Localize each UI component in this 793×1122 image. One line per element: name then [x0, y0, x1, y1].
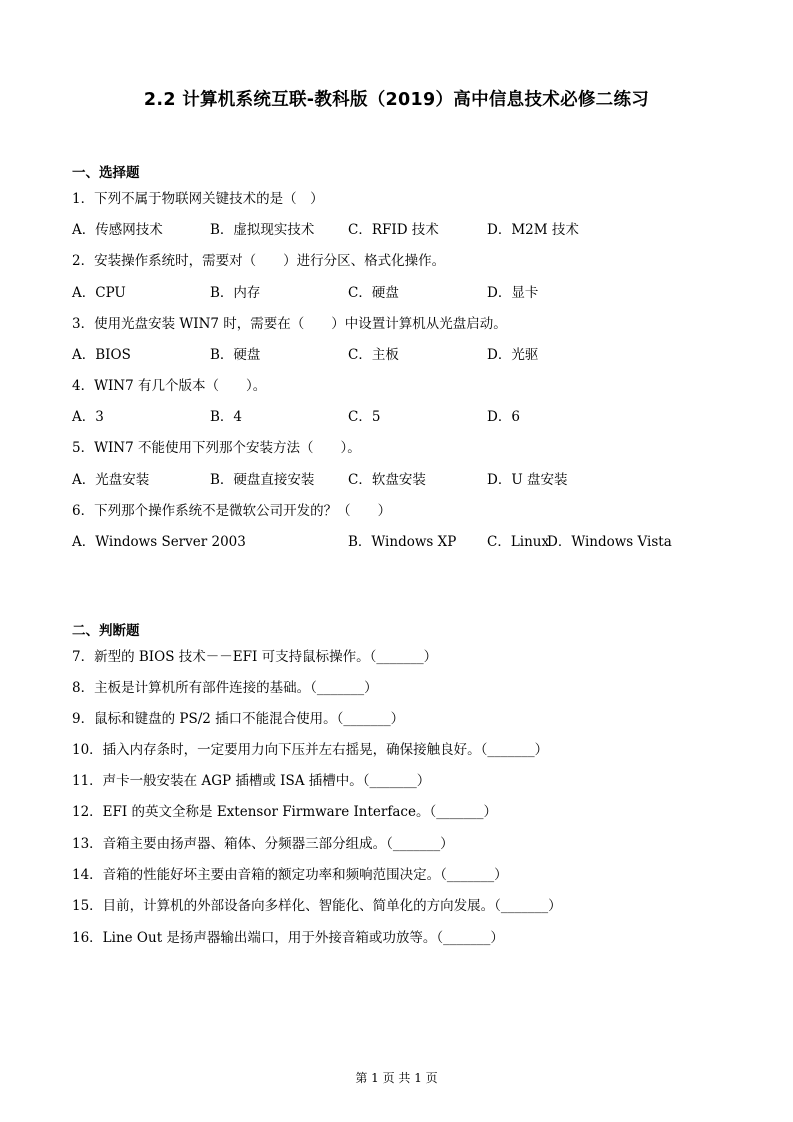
option-c: C．硬盘: [348, 285, 399, 301]
option-a: A．光盘安装: [72, 472, 150, 488]
option-d: D．光驱: [487, 347, 539, 363]
question-7: 7．新型的 BIOS 技术－－EFI 可支持鼠标操作。（_______）: [72, 649, 438, 665]
question-2-options: [72, 281, 722, 299]
option-b: B．硬盘直接安装: [210, 472, 315, 488]
question-3-options: [72, 343, 722, 361]
question-4-options: [72, 405, 722, 423]
page-title: 2.2 计算机系统互联-教科版（2019）高中信息技术必修二练习: [143, 90, 650, 110]
question-11: 11．声卡一般安装在 AGP 插槽或 ISA 插槽中。（_______）: [72, 773, 431, 789]
option-d: D．显卡: [487, 285, 539, 301]
option-b: B．虚拟现实技术: [210, 222, 315, 238]
question-2: 2．安装操作系统时，需要对（ ）进行分区、格式化操作。: [72, 253, 446, 269]
question-5: 5．WIN7 不能使用下列那个安装方法（ ）。: [72, 440, 361, 456]
question-4: 4．WIN7 有几个版本（ ）。: [72, 378, 267, 394]
option-c: C．RFID 技术: [348, 222, 439, 238]
option-a: A．3: [72, 409, 104, 425]
question-8: 8．主板是计算机所有部件连接的基础。（_______）: [72, 680, 378, 696]
option-b: B．4: [210, 409, 243, 425]
question-5-options: [72, 468, 722, 486]
question-9: 9．鼠标和键盘的 PS/2 插口不能混合使用。（_______）: [72, 711, 405, 727]
option-d: D．6: [487, 409, 520, 425]
section-heading-judgement: 二、判断题: [72, 623, 140, 639]
option-c: C．Linux: [487, 534, 550, 550]
question-16: 16．Line Out 是扬声器输出端口，用于外接音箱或功放等。（_______）: [72, 930, 504, 946]
option-b: B．Windows XP: [348, 534, 457, 550]
option-d: D．U 盘安装: [487, 472, 568, 488]
option-d: D．M2M 技术: [487, 222, 579, 238]
question-13: 13．音箱主要由扬声器、箱体、分频器三部分组成。（_______）: [72, 836, 454, 852]
option-c: C．主板: [348, 347, 399, 363]
option-c: C．5: [348, 409, 381, 425]
section-heading-choice: 一、选择题: [72, 165, 140, 181]
option-a: A．BIOS: [72, 347, 131, 363]
option-c: C．软盘安装: [348, 472, 426, 488]
question-12: 12．EFI 的英文全称是 Extensor Firmware Interface。（_______）: [72, 804, 497, 820]
page-footer: 第 1 页 共 1 页: [355, 1071, 438, 1085]
question-10: 10．插入内存条时，一定要用力向下压并左右摇晃，确保接触良好。（_______）: [72, 742, 549, 758]
question-15: 15．目前，计算机的外部设备向多样化、智能化、简单化的方向发展。（_______）: [72, 898, 562, 914]
question-6: 6．下列那个操作系统不是微软公司开发的？（ ）: [72, 503, 392, 519]
option-b: B．硬盘: [210, 347, 261, 363]
question-6-options: [72, 530, 722, 548]
question-3: 3．使用光盘安装 WIN7 时，需要在（ ）中设置计算机从光盘启动。: [72, 316, 507, 332]
question-1: 1．下列不属于物联网关键技术的是（ ）: [72, 191, 324, 207]
question-14: 14．音箱的性能好坏主要由音箱的额定功率和频响范围决定。（_______）: [72, 867, 508, 883]
option-b: B．内存: [210, 285, 261, 301]
question-1-options: [72, 218, 722, 236]
option-a: A．传感网技术: [72, 222, 163, 238]
option-d: D．Windows Vista: [547, 534, 672, 550]
option-a: A．CPU: [72, 285, 126, 301]
option-a: A．Windows Server 2003: [72, 534, 246, 550]
